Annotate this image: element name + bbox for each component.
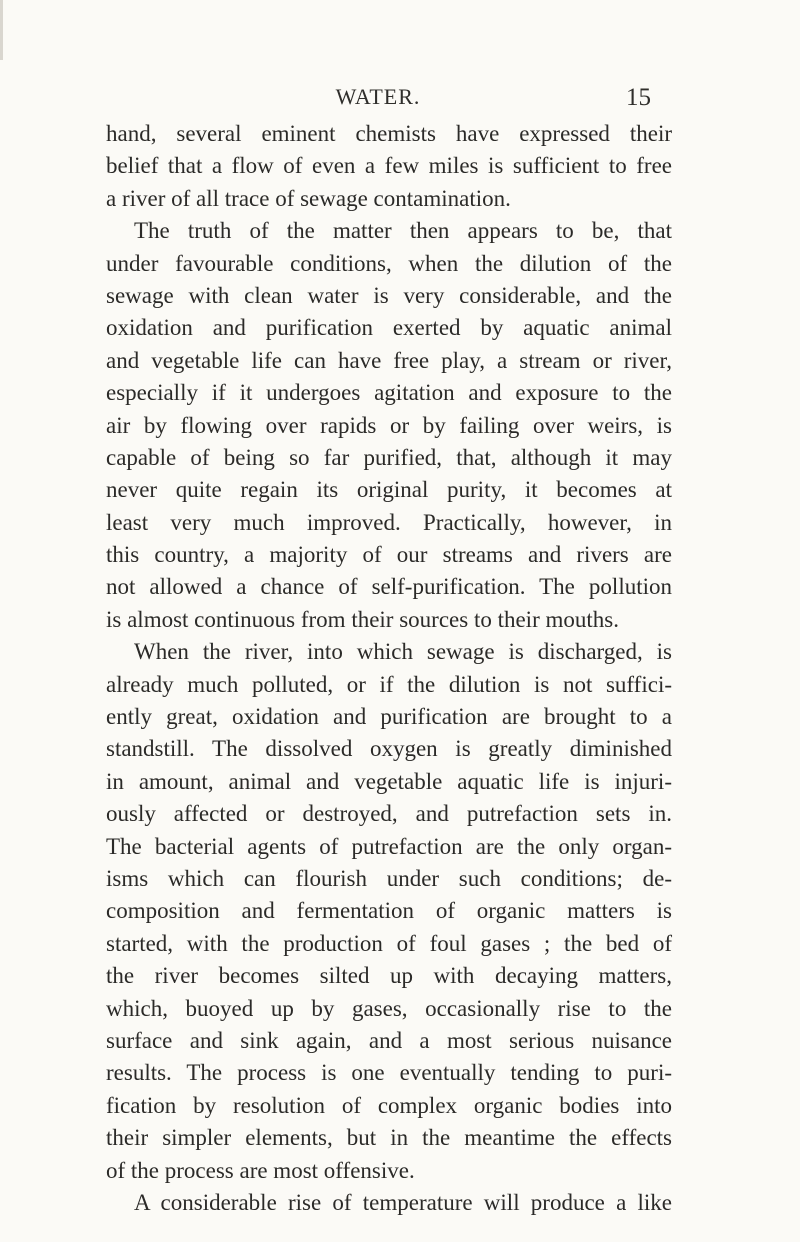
text-line: oxidation and purification exerted by aquatic animal xyxy=(106,315,672,341)
text-line: belief that a flow of even a few miles is sufficient to free xyxy=(106,153,672,179)
text-line: already much polluted, or if the dilution is not suffici- xyxy=(106,671,672,697)
text-line: ently great, oxidation and purification are brought to a xyxy=(106,704,672,730)
text-line: isms which can flourish under such conditions; de- xyxy=(106,865,672,891)
text-line: hand, several eminent chemists have expressed their xyxy=(106,121,672,146)
text-line: A considerable rise of temperature will produce a like xyxy=(134,1189,672,1215)
text-line: When the river, into which sewage is discharged, is xyxy=(134,639,672,665)
page-edge xyxy=(0,0,3,60)
text-line: not allowed a chance of self-purification. The pollution xyxy=(106,574,672,600)
text-line: results. The process is one eventually tending to puri- xyxy=(106,1060,672,1086)
page-header xyxy=(0,84,800,114)
text-line: surface and sink again, and a most serious nuisance xyxy=(106,1027,672,1053)
text-line: a river of all trace of sewage contamination. xyxy=(106,185,511,211)
text-line: of the process are most offensive. xyxy=(106,1157,415,1183)
text-line: and vegetable life can have free play, a stream or river, xyxy=(106,347,672,373)
text-line: especially if it undergoes agitation and exposure to the xyxy=(106,380,672,406)
text-line: this country, a majority of our streams and rivers are xyxy=(106,542,672,568)
body-text xyxy=(106,118,672,1219)
text-line: is almost continuous from their sources to their mouths. xyxy=(106,606,619,632)
text-line: sewage with clean water is very considerable, and the xyxy=(106,282,672,308)
text-line: least very much improved. Practically, however, in xyxy=(106,509,672,535)
text-line: ously affected or destroyed, and putrefaction sets in. xyxy=(106,801,672,827)
page-number: 15 xyxy=(626,84,651,111)
text-line: capable of being so far purified, that, although it may xyxy=(106,444,672,470)
running-title: WATER. xyxy=(335,84,421,109)
text-line: standstill. The dissolved oxygen is greatly diminished xyxy=(106,736,672,762)
text-line: which, buoyed up by gases, occasionally rise to the xyxy=(106,995,672,1021)
text-line: The bacterial agents of putrefaction are the only organ- xyxy=(106,833,672,859)
text-line: fication by resolution of complex organic bodies into xyxy=(106,1092,672,1118)
text-line: started, with the production of foul gases ; the bed of xyxy=(106,930,672,956)
text-line: composition and fermentation of organic matters is xyxy=(106,898,672,924)
text-line: their simpler elements, but in the meantime the effects xyxy=(106,1125,672,1151)
text-line: the river becomes silted up with decaying matters, xyxy=(106,963,672,989)
text-line: never quite regain its original purity, it becomes at xyxy=(106,477,672,503)
text-line: air by flowing over rapids or by failing over weirs, is xyxy=(106,412,672,438)
text-line: under favourable conditions, when the dilution of the xyxy=(106,250,672,276)
text-line: The truth of the matter then appears to be, that xyxy=(134,218,672,244)
text-line: in amount, animal and vegetable aquatic life is injuri- xyxy=(106,768,672,794)
